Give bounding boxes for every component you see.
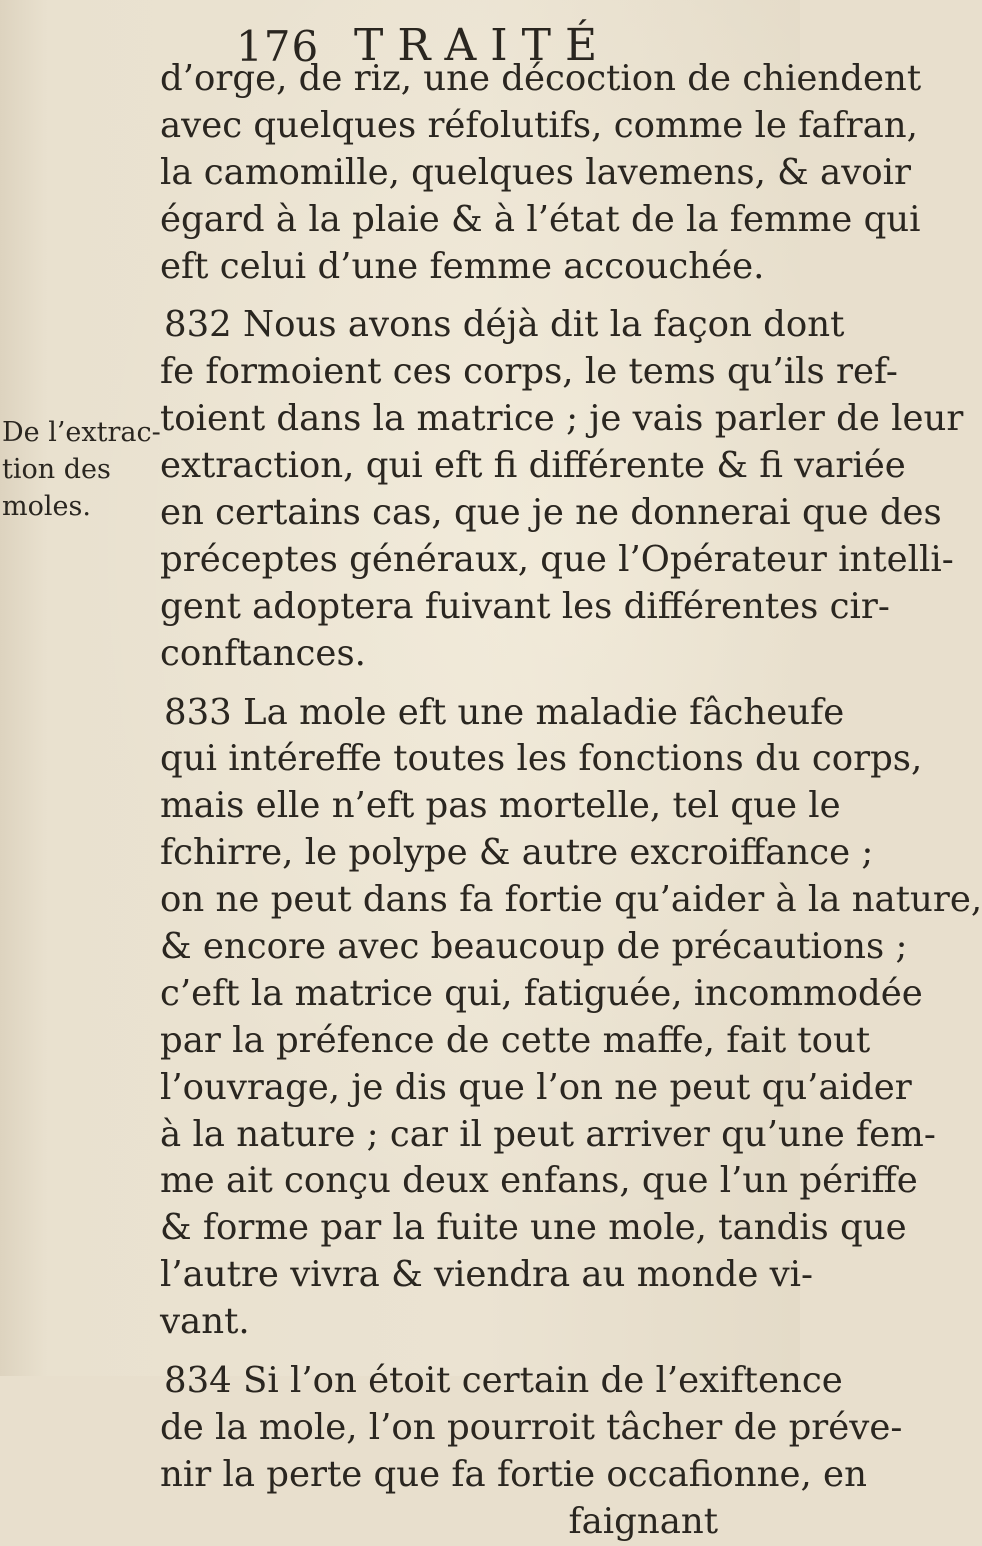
text-line: préceptes généraux, que l’Opérateur intelli- bbox=[160, 538, 954, 580]
text-line: de la mole, l’on pourroit tâcher de préve- bbox=[160, 1406, 903, 1448]
body-text bbox=[160, 56, 982, 1546]
text-line: conftances. bbox=[160, 632, 366, 674]
text-line: l’autre vivra & viendra au monde vi- bbox=[160, 1254, 814, 1296]
text-line: gent adoptera fuivant les différentes cir- bbox=[160, 585, 890, 627]
margin-note-line: tion des bbox=[2, 454, 111, 485]
text-line: & encore avec beaucoup de précautions ; bbox=[160, 926, 908, 968]
text-line: me ait conçu deux enfans, que l’un périffe bbox=[160, 1160, 918, 1202]
text-line: fe formoient ces corps, le tems qu’ils ref- bbox=[160, 351, 898, 393]
text-line: fchirre, le polype & autre excroiffance ; bbox=[160, 832, 874, 874]
margin-note-line: moles. bbox=[2, 491, 91, 522]
text-line: vant. bbox=[160, 1301, 250, 1343]
page-number: 176 bbox=[236, 22, 320, 71]
text-line: la camomille, quelques lavemens, & avoir bbox=[160, 151, 911, 193]
text-line: extraction, qui eft fi différente & fi variée bbox=[160, 445, 906, 487]
text-line: 834 Si l’on étoit certain de l’exiftence bbox=[164, 1360, 843, 1402]
text-line: d’orge, de riz, une décoction de chiendent bbox=[160, 58, 922, 99]
paragraph-gap bbox=[160, 1346, 792, 1358]
text-line: c’eft la matrice qui, fatiguée, incommodée bbox=[160, 972, 923, 1014]
text-line: par la préfence de cette maffe, fait tout bbox=[160, 1019, 871, 1061]
paragraph-gap bbox=[160, 678, 792, 690]
text-line: en certains cas, que je ne donnerai que des bbox=[160, 492, 942, 534]
text-line: l’ouvrage, je dis que l’on ne peut qu’aider bbox=[160, 1066, 912, 1108]
text-line: qui intéreffe toutes les fonctions du corps, bbox=[160, 738, 923, 780]
margin-note-line: De l’extrac- bbox=[2, 417, 161, 448]
paragraph-gap bbox=[160, 290, 792, 302]
text-line: on ne peut dans fa fortie qu’aider à la nature, bbox=[160, 879, 982, 921]
text-line: mais elle n’eft pas mortelle, tel que le bbox=[160, 785, 841, 827]
text-line: avec quelques réfolutifs, comme le fafran, bbox=[160, 104, 918, 146]
margin-note bbox=[2, 414, 161, 525]
text-line: à la nature ; car il peut arriver qu’une fem- bbox=[160, 1113, 936, 1155]
text-line: toient dans la matrice ; je vais parler de leur bbox=[160, 398, 964, 440]
catchword: faignant bbox=[568, 1500, 718, 1542]
text-line: 832 Nous avons déjà dit la façon dont bbox=[164, 304, 845, 346]
text-line: eft celui d’une femme accouchée. bbox=[160, 245, 765, 287]
text-line: 833 La mole eft une maladie fâcheufe bbox=[164, 691, 845, 733]
running-title: TRAITÉ bbox=[354, 20, 612, 71]
text-line: égard à la plaie & à l’état de la femme qui bbox=[160, 198, 921, 240]
text-line: nir la perte que fa fortie occafionne, en bbox=[160, 1453, 867, 1495]
text-line: & forme par la fuite une mole, tandis que bbox=[160, 1207, 907, 1249]
